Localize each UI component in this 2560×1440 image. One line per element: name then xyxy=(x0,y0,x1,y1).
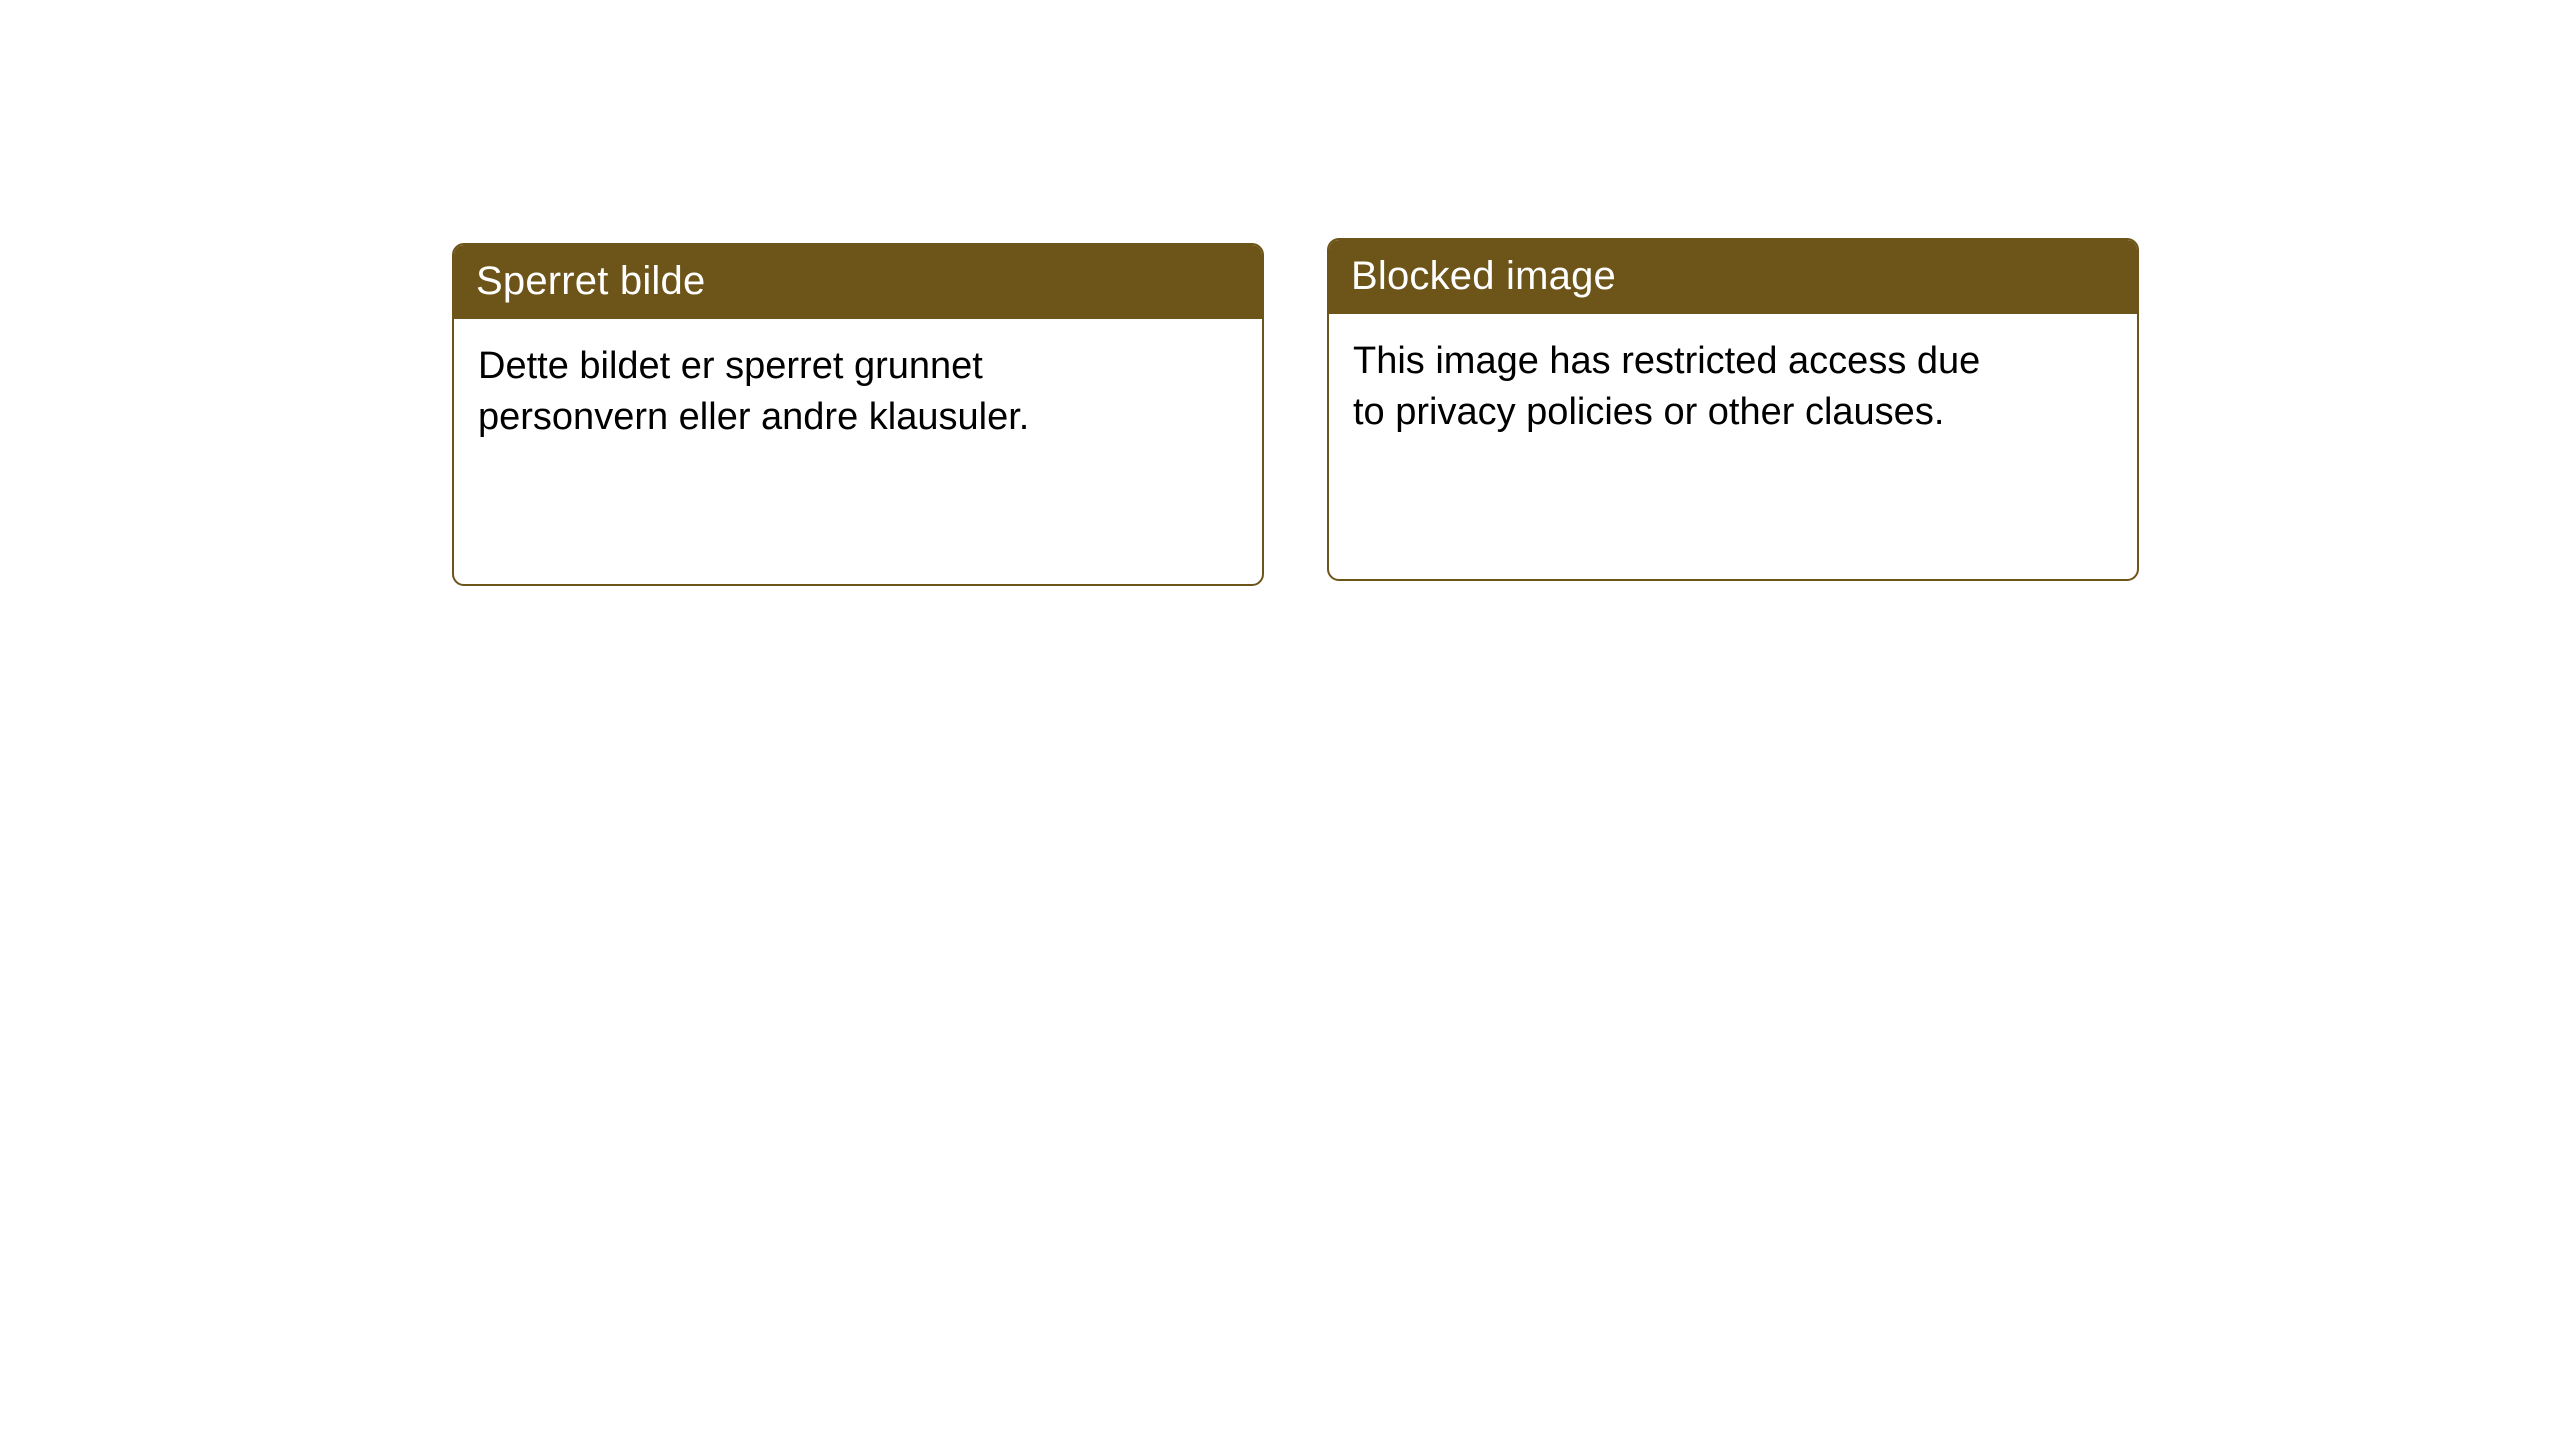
notice-body-no xyxy=(454,319,1262,443)
notice-message-no: Dette bildet er sperret grunnet personvern eller andre klausuler. xyxy=(478,345,1030,438)
blocked-image-notice-no xyxy=(452,243,1264,586)
notice-body-en xyxy=(1329,314,2137,438)
notice-message-en: This image has restricted access due to privacy policies or other clauses. xyxy=(1353,340,1981,433)
notice-title-en: Blocked image xyxy=(1329,240,2137,314)
blocked-image-notice-en xyxy=(1327,238,2139,581)
notice-title-no: Sperret bilde xyxy=(454,245,1262,319)
